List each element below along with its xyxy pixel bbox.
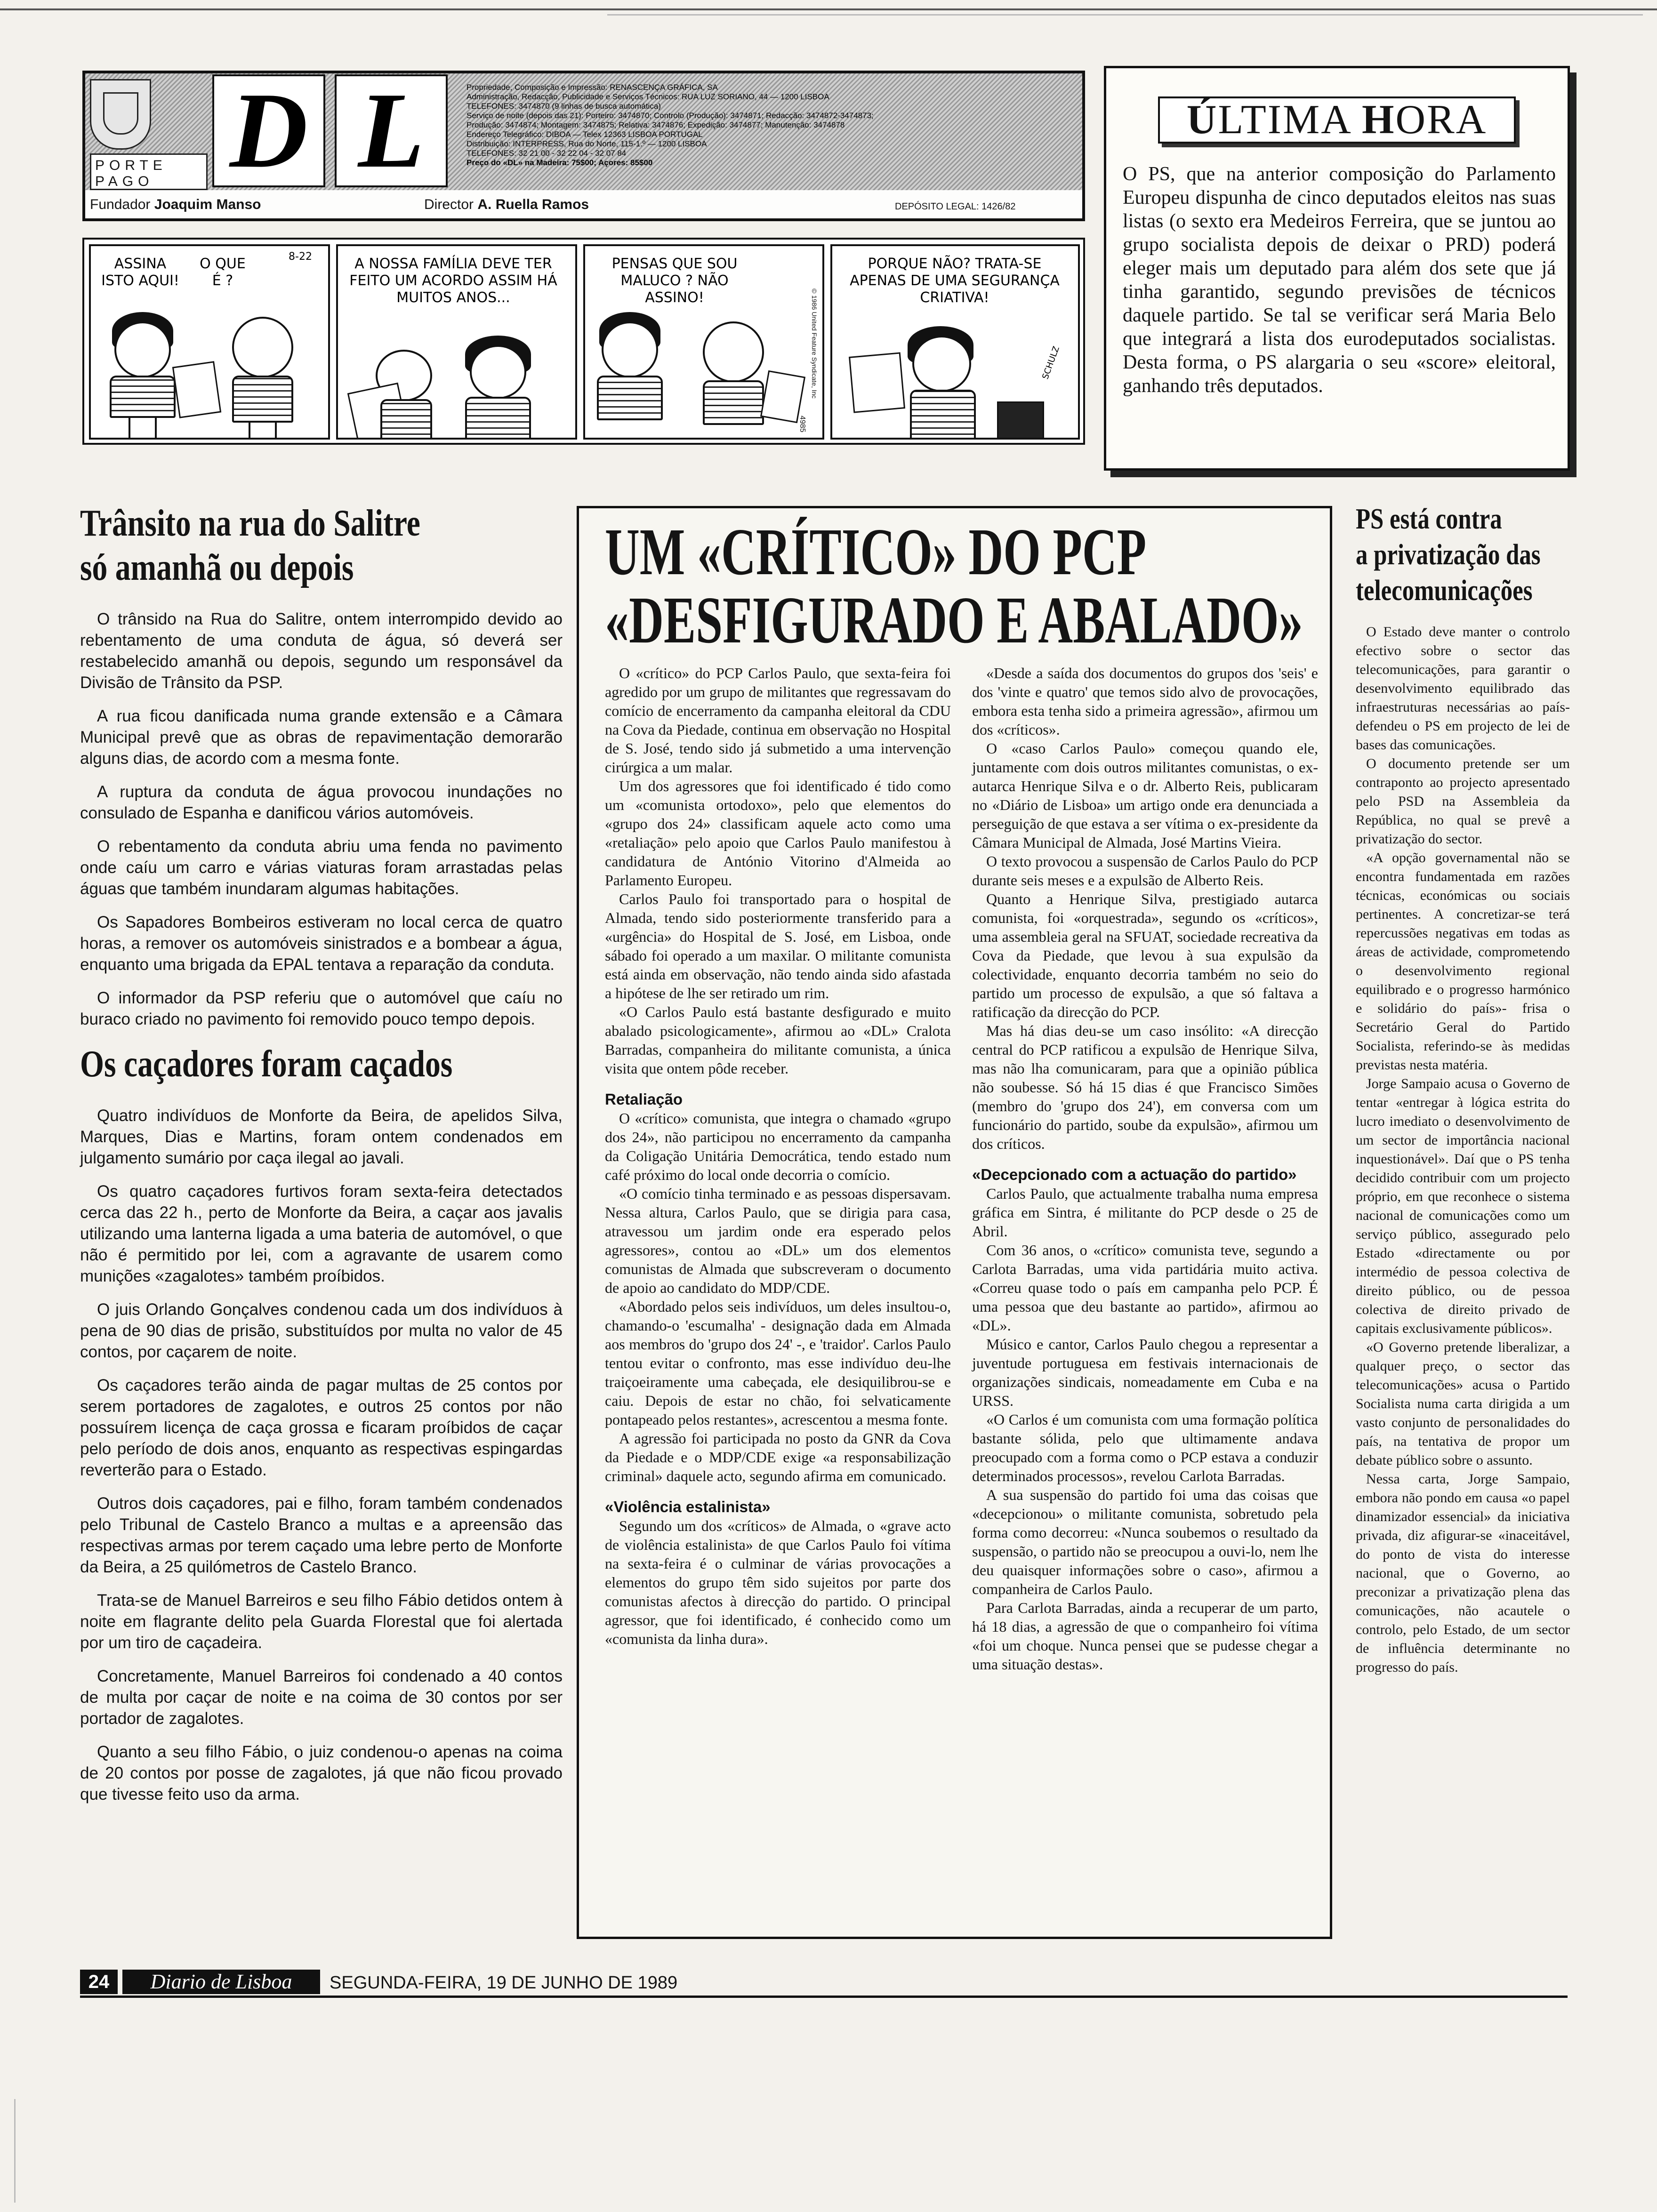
director-name: A. Ruella Ramos <box>477 197 589 212</box>
ultima-hora-box <box>1104 66 1570 471</box>
paragraph: Mas há dias deu-se um caso insólito: «A direcção central do PCP ratificou a expulsão de Henrique Silva, mas não lha comunicaram, para que a opinião pública não soubesse. Só há 15 dias é que Francisco Simões (membro do 'grupo dos 24'), em conversa com um funcionário do partido, soube da expulsão», afirmou um dos críticos. <box>972 1022 1318 1152</box>
paragraph: Segundo um dos «críticos» de Almada, o «grave acto de violência estalinista» de que Carlos Paulo foi vítima na sexta-feira é o culminar de várias provocações a elementos do grupo têm sido sujeitos por parte dos comunistas afectos à direcção do partido. O principal agressor, que foi identificado, é conhecido como um «comunista da linha dura». <box>605 1517 951 1647</box>
telecom-headline <box>1356 501 1575 609</box>
subheading: Retaliação <box>605 1090 683 1108</box>
masthead-banner <box>85 70 1082 190</box>
critico-article-box <box>577 506 1332 1939</box>
porte-label: PORTE <box>95 158 167 173</box>
character-legs <box>249 423 277 440</box>
paragraph: Os caçadores terão ainda de pagar multas de 25 contos por serem portadores de zagalotes, e outros 25 contos por não possuírem licença de caça grossa e ficaram proíbidos de caçar pelo período de dois anos, enquanto as respectivas espingardas reverterão para o Estado. <box>80 1376 563 1479</box>
page-number: 24 <box>80 1970 118 1994</box>
page-top-edge <box>0 0 1657 10</box>
paragraph: A agressão foi participada no posto da GNR da Cova da Piedade e o MDP/CDE exige «a responsabilização criminal» daquele acto, segundo afirma em comunicado. <box>605 1430 951 1484</box>
paragraph: Quanto a seu filho Fábio, o juiz condenou-o apenas na coima de 20 contos por posse de zagalotes, já que não ficou provado que tivesse feito uso da arma. <box>80 1743 563 1803</box>
headline-line: Trânsito na rua do Salitre <box>80 503 420 544</box>
speech-bubble: PORQUE NÃO? TRATA-SE APENAS DE UMA SEGURANÇA CRIATIVA! <box>850 256 1060 306</box>
strip-date: 8-22 <box>289 251 312 263</box>
critico-column-left <box>605 664 951 1648</box>
character-head <box>602 321 658 378</box>
newspaper-name: Diario de Lisboa <box>122 1970 320 1994</box>
imprint-line: TELEFONES: 32 21 00 - 32 22 04 - 32 07 84 <box>467 149 627 158</box>
paragraph: Quatro indivíduos de Monforte da Beira, de apelidos Silva, Marques, Dias e Martins, foram ontem condenados em julgamento sumário por caça ilegal ao javali. <box>80 1106 563 1167</box>
paragraph: Jorge Sampaio acusa o Governo de tentar «entregar à lógica estrita do lucro imediato o desenvolvimento de um sector de importância nacional inquestionável». Daí que o PS tenha decidido contribuir com um projecto próprio, em que reconhece o sistema nacional de comunicações como um serviço público, assegurado pelo Estado «directamente ou por intermédio de pessoa colectiva de direito público, ou de pessoa colectiva de direito privado de capitais exclusivamente públicos». <box>1356 1076 1570 1336</box>
title-part: ORA <box>1395 97 1488 143</box>
paragraph: Um dos agressores que foi identificado é tido como um «comunista ortodoxo», pelo que elementos do «grupo dos 24» classificam aquele acto como uma «retaliação» pelo apoio que Carlos Paulo manifestou à candidatura de António Vitorino d'Almeida ao Parlamento Europeu. <box>605 777 951 889</box>
character-dress <box>910 390 976 440</box>
imprint-line: Endereço Telegráfico: DIBOA — Telex 12363 LISBOA PORTUGAL <box>467 130 703 139</box>
imprint-line: Serviço de noite (depois das 21): Porteiro: 3474870; Controlo (Produção): 3474871; Redacção: 3474872-3474873; <box>467 111 874 120</box>
imprint-line: Administração, Redacção, Publicidade e Serviços Técnicos: RUA LUZ SORIANO, 44 — 1200 LISBOA <box>467 92 829 101</box>
director-credit <box>424 197 589 213</box>
paragraph: «Abordado pelos seis indivíduos, um deles insultou-o, chamando-o 'escumalha' - designação dada em Almada aos membros do 'grupo dos 24' -, e 'traidor'. Carlos Paulo tentou evitar o confronto, mas esse indivíduo deu-lhe traiçoeiramente uma cabeçada, ele desiquilibrou-se e caiu. Depois de estar no chão, foi selvaticamente pontapeado pelos restantes», acrescentou a mesma fonte. <box>605 1298 951 1428</box>
character-head <box>232 317 293 378</box>
imprint-details <box>467 83 1078 168</box>
critico-headline <box>605 514 1311 657</box>
masthead <box>82 71 1085 221</box>
left-column <box>80 501 563 1817</box>
pago-label: PAGO <box>95 174 154 189</box>
salitre-headline <box>80 501 563 590</box>
character-legs <box>129 418 157 440</box>
imprint-price-line: Preço do «DL» na Madeira: 75$00; Açores: 85$00 <box>467 158 653 167</box>
paragraph: Carlos Paulo foi transportado para o hospital de Almada, tendo sido posteriormente transferido para a «urgência» do Hospital de S. José, em Lisboa, onde sábado foi operado a um maxilar. O militante comunista está ainda em observação, não tendo ainda sido afastada a hipótese de lhe ser retirado um rim. <box>605 890 951 1002</box>
copyright-notice: © 1986 United Feature Syndicate, Inc <box>811 289 818 399</box>
character-dress <box>110 376 176 418</box>
paragraph: A rua ficou danificada numa grande extensão e a Câmara Municipal prevê que as obras de repavimentação demorarão alguns dias, de acordo com a mesma fonte. <box>80 707 563 768</box>
issue-date: SEGUNDA-FEIRA, 19 DE JUNHO DE 1989 <box>330 1973 678 1993</box>
comic-panel-4 <box>830 244 1080 440</box>
comic-panel-3 <box>583 244 824 440</box>
paragraph: Os Sapadores Bombeiros estiveram no local cerca de quatro horas, a remover os automóveis sinistrados e a bombear a água, enquanto uma brigada da EPAL tentava a reparação da conduta. <box>80 913 563 974</box>
paragraph: O juis Orlando Gonçalves condenou cada um dos indivíduos à pena de 90 dias de prisão, substituídos por multa no valor de 45 contos, por caçarem de noite. <box>80 1300 563 1361</box>
imprint-line: Distribuição: INTERPRESS, Rua do Norte, 115-1.º — 1200 LISBOA <box>467 139 707 148</box>
logo-letter-d: D <box>212 74 325 187</box>
paragraph: Trata-se de Manuel Barreiros e seu filho Fábio detidos ontem à noite em flagrante delito pela Guarda Florestal que foi alertada por um tiro de caçadeira. <box>80 1591 563 1652</box>
speech-bubble: ASSINA ISTO AQUI! <box>101 256 179 289</box>
legal-deposit: DEPÓSITO LEGAL: 1426/82 <box>895 201 1016 212</box>
paragraph: «Desde a saída dos documentos do grupos dos 'seis' e dos 'vinte e quatro' que temos sido alvo de provocações, embora esta tenha sido a primeira agressão», afirmou um dos «críticos». <box>972 665 1318 738</box>
document-paper <box>849 352 905 413</box>
paragraph: Os quatro caçadores furtivos foram sexta-feira detectados cerca das 22 h., perto de Monforte da Beira, a caçar aos javalis utilizando uma lanterna ligada a uma bateria de automóvel, o que não é permitido por lei, com a agravante de usarem como munições «zagalotes» também proíbidos. <box>80 1182 563 1285</box>
ultima-hora-text: O PS, que na anterior composição do Parlamento Europeu dispunha de cinco deputados eleitos nas suas listas (o sexto era Medeiros Ferreira, que se juntou ao grupo socialista depois de deixar o PRD) poderá eleger mais um deputado para além dos sete que já tinha garantido, segundo previsões de técnicos daquele partido. Se tal se verificar será Maria Belo que integrará a lista dos eurodeputados socialistas. Desta forma, o PS alargaria o seu «score» eleitoral, ganhando três deputados. <box>1123 163 1556 397</box>
paragraph: O informador da PSP referiu que o automóvel que caíu no buraco criado no pavimento foi removido pouco tempo depois. <box>80 989 563 1028</box>
character-head <box>703 321 764 383</box>
comic-panel-1 <box>89 244 330 440</box>
paragraph: O trânsido na Rua do Salitre, ontem interrompido devido ao rebentamento de uma conduta de água, só deverá ser restabelecido amanhã ou depois, segundo um responsável da Divisão de Trânsito da PSP. <box>80 610 563 692</box>
imprint-line: TELEFONES: 3474870 (9 linhas de busca automática) <box>467 102 661 111</box>
right-column <box>1356 501 1570 1677</box>
porte-pago-stamp <box>90 153 208 190</box>
character-head <box>470 345 526 399</box>
paragraph: Nessa carta, Jorge Sampaio, embora não pondo em causa «o papel dinamizador essencial» da iniciativa privada, diz afigurar-se «inaceitável, do ponto de vista do interesse nacional, que o Governo, ao preconizar a privatização plena das comunicações, não acautele o controlo, pelo Estado, de um sector de influência determinante no progresso do país. <box>1356 1471 1570 1675</box>
subheading: «Violência estalinista» <box>605 1498 771 1515</box>
ultima-hora-title <box>1160 98 1514 142</box>
founder-director-row <box>85 190 1082 218</box>
paragraph: «O Governo pretende liberalizar, a qualquer preço, o sector das telecomunicações» acusa o Partido Socialista numa carta dirigida a um vasto conjunto de personalidades do país, na tentativa de propor um debate público sobre o assunto. <box>1356 1339 1570 1468</box>
page-footer <box>80 1970 1568 1998</box>
comic-panel-2 <box>336 244 577 440</box>
imprint-line: Produção: 3474874; Montagem: 3474875; Relativa: 3474876; Expedição: 3474877; Manutenção: 3474878 <box>467 120 845 129</box>
paragraph: «O Carlos é um comunista com uma formação política bastante sólida, pelo que ultimamente andava preocupado com a forma como o PCP estava a conduzir determinados processos», revelou Carlota Barradas. <box>972 1411 1318 1484</box>
artist-signature: SCHULZ <box>1040 345 1062 381</box>
headline-line: a privatização das <box>1356 539 1541 571</box>
coat-of-arms-icon <box>90 79 151 150</box>
title-part: LTIMA <box>1218 97 1362 143</box>
critico-column-right <box>972 664 1318 1674</box>
character-shirt <box>703 380 764 425</box>
cacadores-article <box>80 1105 563 1805</box>
headline-line: telecomunicações <box>1356 575 1533 607</box>
paragraph: Músico e cantor, Carlos Paulo chegou a representar a juventude portuguesa em festivais internacionais de organizações sindicais, nomeadamente em Cuba e na URSS. <box>972 1336 1318 1409</box>
paragraph: «O Carlos Paulo está bastante desfigurado e muito abalado psicologicamente», afirmou ao «DL» Cralota Barradas, companheira do militante comunista, a única visita que ontem pôde receber. <box>605 1003 951 1077</box>
paragraph: Quanto a Henrique Silva, prestigiado autarca comunista, foi «orquestrada», segundo os «críticos», uma assembleia geral na SFUAT, sociedade recreativa da Cova da Piedade, que levou à sua expulsão da colectividade, enquanto decorria também no seio do partido um processo de expulsão, a que só faltava a ratificação da direcção do PCP. <box>972 890 1318 1020</box>
founder-label: Fundador <box>90 197 151 212</box>
paragraph: O documento pretende ser um contraponto ao projecto apresentado pelo PSD na Assembleia da República, no qual se prevê a privatização do sector. <box>1356 756 1570 847</box>
strip-number: 4985 <box>798 416 806 433</box>
paragraph: Carlos Paulo, que actualmente trabalha numa empresa gráfica em Sintra, é militante do PCP desde o 25 de Abril. <box>972 1185 1318 1240</box>
headline-line: Os caçadores foram caçados <box>80 1043 453 1085</box>
paragraph: A sua suspensão do partido foi uma das coisas que «decepcionou» o militante comunista, sobretudo pela forma como decorreu: «Nunca soubemos o resultado da suspensão, o partido não se preocupou a ouvi-lo, nem lhe deu quaisquer informações sobre o caso», afirmou a companheira de Carlos Paulo. <box>972 1486 1318 1597</box>
scan-artifact <box>14 2099 16 2203</box>
speech-bubble: PENSAS QUE SOU MALUCO ? NÃO ASSINO! <box>611 256 738 306</box>
coat-of-arms-shield <box>103 92 138 135</box>
paragraph: O «caso Carlos Paulo» começou quando ele, juntamente com dois outros militantes comunistas, o ex-autarca Henrique Silva e o dr. Alberto Reis, publicaram no «Diário de Lisboa» um artigo onde era denunciada a perseguição de que estava a ser vítima o ex-presidente da Câmara Municipal de Almada, José Martins Vieira. <box>972 740 1318 851</box>
paragraph: Outros dois caçadores, pai e filho, foram também condenados pelo Tribunal de Castelo Branco a multas e a apreensão das respectivas armas por terem caçado uma lebre perto de Monforte da Beira, a 25 quilómetros de Castelo Branco. <box>80 1494 563 1576</box>
headline-line: só amanhã ou depois <box>80 547 354 588</box>
speech-bubble: A NOSSA FAMÍLIA DEVE TER FEITO UM ACORDO ASSIM HÁ MUITOS ANOS... <box>349 256 557 306</box>
speech-bubble: O QUE É ? <box>200 256 246 289</box>
character-shirt <box>232 376 293 423</box>
paragraph: O texto provocou a suspensão de Carlos Paulo do PCP durante seis meses e a expulsão de Alberto Reis. <box>972 853 1318 889</box>
character-head <box>912 336 971 392</box>
document-paper <box>760 370 805 423</box>
headline-line: «DESFIGURADO E ABALADO» <box>605 583 1303 657</box>
ultima-hora-title-box <box>1158 96 1516 144</box>
subheading: «Decepcionado com a actuação do partido» <box>972 1166 1297 1183</box>
imprint-line: Propriedade, Composição e Impressão: RENASCENÇA GRÁFICA, SA <box>467 83 718 92</box>
footer-rule <box>80 1996 1568 1998</box>
paragraph: Para Carlota Barradas, ainda a recuperar de um parto, há 18 dias, a agressão de que o companheiro foi vítima «foi um choque. Nunca pensei que se pudesse chegar a uma situação destas». <box>972 1599 1318 1673</box>
paragraph: O Estado deve manter o controlo efectivo sobre o sector das telecomunicações, para garantir o desenvolvimento equilibrado das infraestruturas necessárias ao país- defendeu o PS em projecto de lei de bases das comunicações. <box>1356 624 1570 753</box>
character-dress <box>597 376 663 420</box>
headline-line: PS está contra <box>1356 503 1502 535</box>
comic-strip <box>82 238 1085 445</box>
paragraph: O «crítico» comunista, que integra o chamado «grupo dos 24», não participou no encerramento da campanha da Coligação Unitária Democrática, tendo estado num café próximo do local onde decorria o comício. <box>605 1110 951 1183</box>
character-dress <box>465 397 531 440</box>
paragraph: «A opção governamental não se encontra fundamentada em razões técnicas, económicas ou sociais pertinentes. A concretizar-se terá repercussões negativas em todas as áreas de actividade, comprometendo o desenvolvimento regional equilibrado e o progresso harmónico e solidário do país»- frisa o Secretário Geral do Partido Socialista, referindo-se às medidas previstas nesta matéria. <box>1356 850 1570 1073</box>
title-initial: Ú <box>1186 97 1218 143</box>
headline-line: UM «CRÍTICO» DO PCP <box>605 514 1147 589</box>
founder-credit <box>90 197 261 213</box>
paragraph: A ruptura da conduta de água provocou inundações no consulado de Espanha e danificou vários automóveis. <box>80 783 563 822</box>
shadow-object <box>997 401 1044 439</box>
paragraph: Concretamente, Manuel Barreiros foi condenado a 40 contos de multa por caçar de noite e na coima de 30 contos por ser portador de zagalotes. <box>80 1667 563 1728</box>
scan-artifact <box>607 14 1643 16</box>
salitre-article <box>80 609 563 1030</box>
character-head <box>114 321 171 378</box>
paragraph: Com 36 anos, o «crítico» comunista teve, segundo a Carlota Barradas, uma vida partidária muito activa. «Correu quase todo o país em campanha pelo PCP. É uma pessoa que deu bastante ao partido», afirmou ao «DL». <box>972 1242 1318 1334</box>
paragraph: O rebentamento da conduta abriu uma fenda no pavimento onde caíu um carro e várias viaturas foram arrastadas pelas águas que também inundaram algumas habitações. <box>80 837 563 898</box>
telecom-article <box>1356 623 1570 1677</box>
document-paper <box>172 361 221 418</box>
paragraph: O «crítico» do PCP Carlos Paulo, que sexta-feira foi agredido por um grupo de militantes que regressavam do comício de encerramento da campanha eleitoral da CDU na Cova da Piedade, continua em observação no Hospital de S. José, tendo sido já submetido a uma intervenção cirúrgica a um malar. <box>605 665 951 776</box>
title-initial: H <box>1362 97 1396 143</box>
logo-letter-l: L <box>335 74 448 187</box>
cacadores-headline <box>80 1042 563 1086</box>
director-label: Director <box>424 197 474 212</box>
paragraph: «O comício tinha terminado e as pessoas dispersavam. Nessa altura, Carlos Paulo, que se dirigia para casa, atravessou um jardim onde era esperado pelos agressores», contou ao «DL» um dos elementos comunistas de Almada que subscreveram o documento de apoio ao candidato do MDP/CDE. <box>605 1185 951 1296</box>
character-shirt <box>380 399 432 440</box>
founder-name: Joaquim Manso <box>154 197 261 212</box>
